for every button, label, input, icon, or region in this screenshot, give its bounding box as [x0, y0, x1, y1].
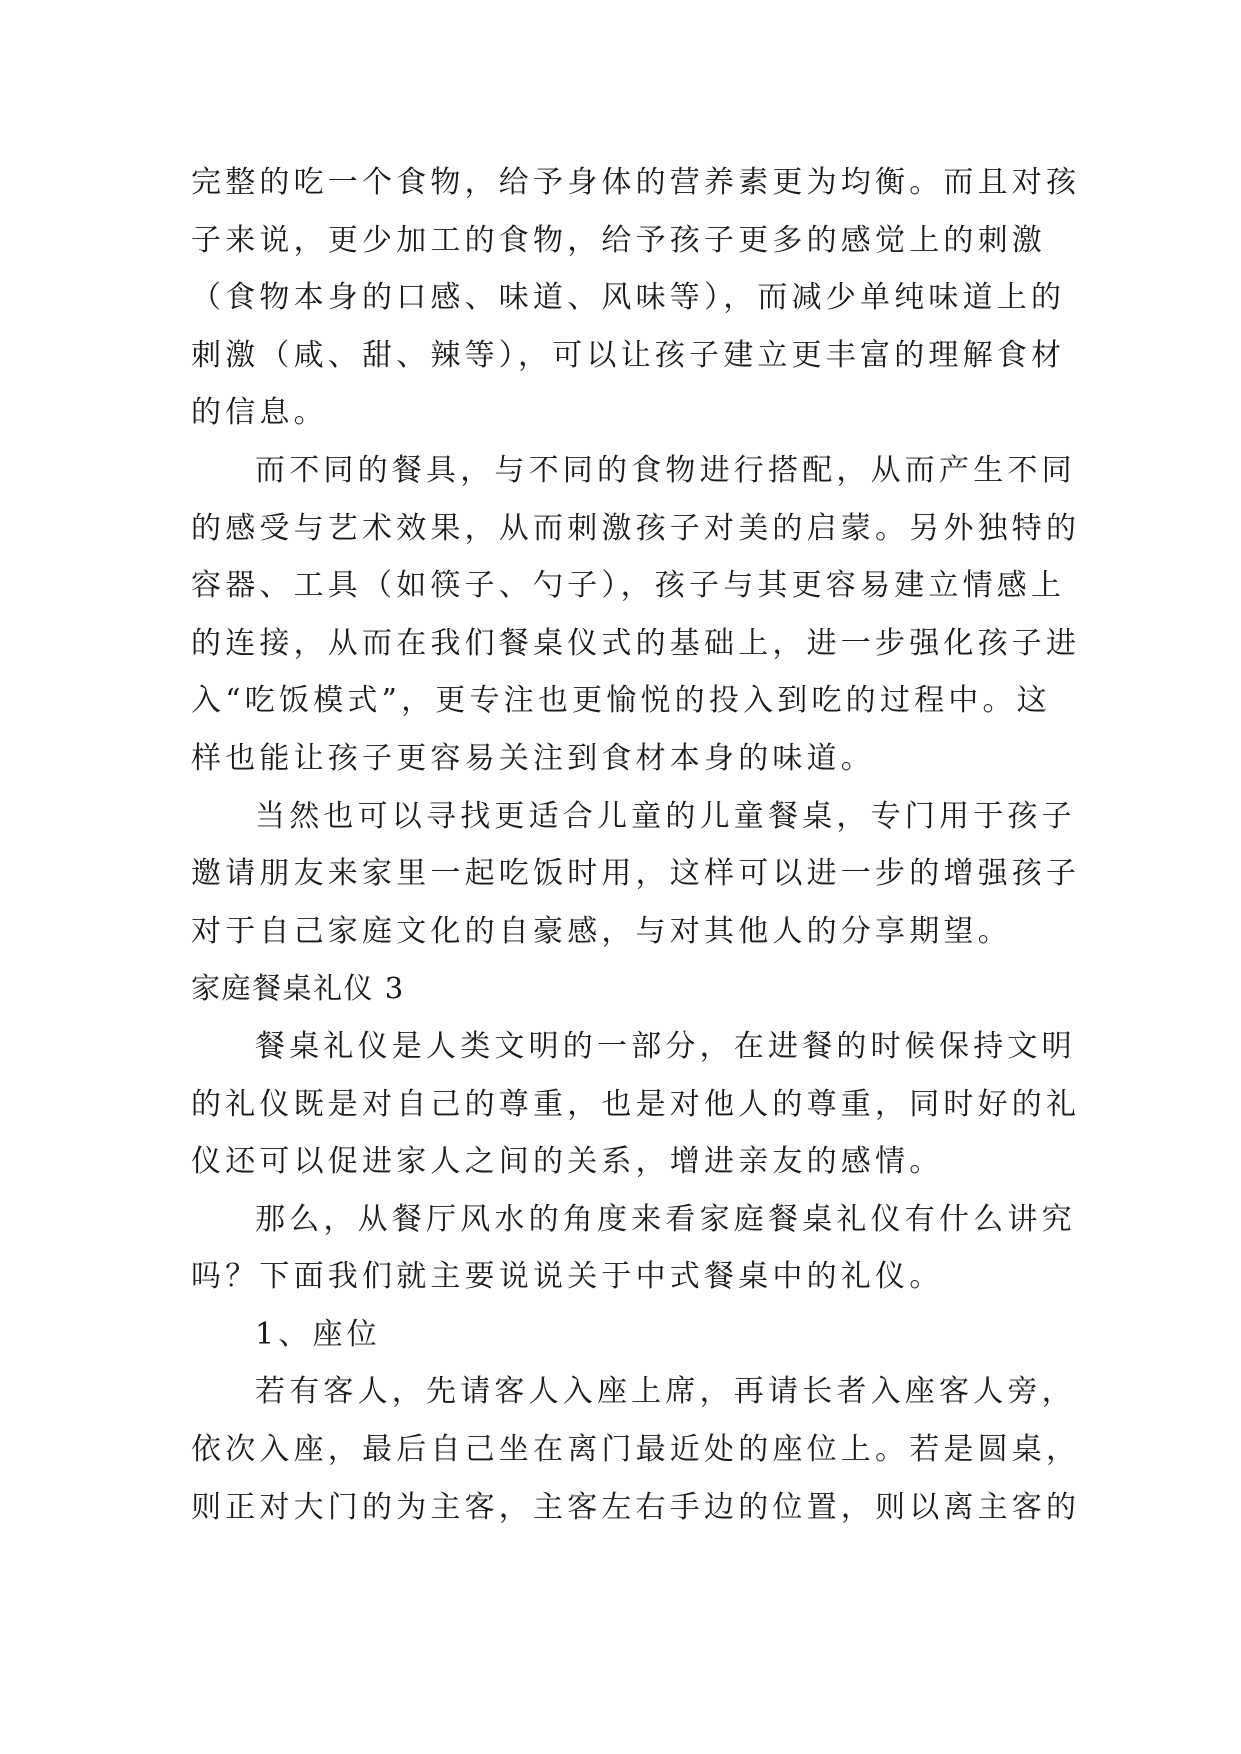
body-text [191, 154, 1081, 1536]
section-heading: 家庭餐桌礼仪 3 [191, 971, 405, 1006]
paragraph-first-line: 当然也可以寻找更适合儿童的儿童餐桌，专门用于孩子 [255, 798, 1076, 834]
paragraph-first-line: 若有客人，先请客人入座上席，再请长者入座客人旁， [255, 1374, 1076, 1410]
text-line: 的感受与艺术效果，从而刺激孩子对美的启蒙。另外独特的 [191, 510, 1081, 546]
paragraph-first-line: 而不同的餐具，与不同的食物进行搭配，从而产生不同 [255, 452, 1076, 488]
text-line: 的连接，从而在我们餐桌仪式的基础上，进一步强化孩子进 [191, 625, 1081, 661]
text-line: 依次入座，最后自己坐在离门最近处的座位上。若是圆桌， [191, 1432, 1081, 1468]
text-line: 邀请朋友来家里一起吃饭时用，这样可以进一步的增强孩子 [191, 856, 1081, 892]
text-line: 吗？下面我们就主要说说关于中式餐桌中的礼仪。 [191, 1259, 944, 1295]
paragraph-first-line: 那么，从餐厅风水的角度来看家庭餐桌礼仪有什么讲究 [255, 1201, 1076, 1237]
text-line: 子来说，更少加工的食物，给予孩子更多的感觉上的刺激 [191, 222, 1046, 258]
text-line: （食物本身的口感、味道、风味等），而减少单纯味道上的 [191, 280, 1066, 316]
text-line: 的信息。 [191, 395, 328, 431]
text-line: 仪还可以促进家人之间的关系，增进亲友的感情。 [191, 1144, 944, 1180]
paragraph-first-line: 餐桌礼仪是人类文明的一部分，在进餐的时候保持文明 [255, 1028, 1076, 1064]
text-line: 则正对大门的为主客，主客左右手边的位置，则以离主客的 [191, 1489, 1081, 1525]
subsection-heading: 1、座位 [255, 1316, 381, 1352]
text-line: 入“吃饭模式”，更专注也更愉悦的投入到吃的过程中。这 [191, 683, 1051, 719]
text-line: 样也能让孩子更容易关注到食材本身的味道。 [191, 740, 875, 776]
text-line: 容器、工具（如筷子、勺子），孩子与其更容易建立情感上 [191, 568, 1066, 604]
text-line: 对于自己家庭文化的自豪感，与对其他人的分享期望。 [191, 913, 1012, 949]
text-line: 的礼仪既是对自己的尊重，也是对他人的尊重，同时好的礼 [191, 1086, 1081, 1122]
text-line: 刺激（咸、甜、辣等），可以让孩子建立更丰富的理解食材 [191, 337, 1066, 373]
text-line: 完整的吃一个食物，给予身体的营养素更为均衡。而且对孩 [191, 165, 1081, 200]
